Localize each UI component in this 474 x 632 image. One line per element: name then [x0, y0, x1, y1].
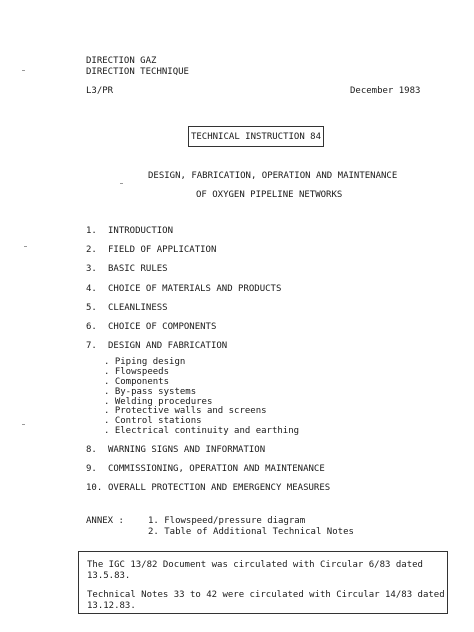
- instruction-title: TECHNICAL INSTRUCTION 84: [190, 131, 322, 142]
- document-date: December 1983: [350, 86, 421, 96]
- toc-number: 9.: [86, 463, 97, 474]
- toc-item: [86, 284, 446, 303]
- toc-number: 6.: [86, 321, 97, 332]
- list-item: . Control stations: [104, 416, 202, 427]
- annex-item: 2. Table of Additional Technical Notes: [148, 526, 354, 537]
- toc-title: COMMISSIONING, OPERATION AND MAINTENANCE: [108, 463, 325, 474]
- toc-item: [86, 464, 446, 483]
- list-item: . Components: [104, 376, 170, 387]
- toc-item: [86, 264, 446, 283]
- toc-number: 8.: [86, 444, 97, 455]
- table-of-contents: [86, 226, 446, 502]
- subtitle-line-1: DESIGN, FABRICATION, OPERATION AND MAINTENANCE: [148, 171, 398, 181]
- annex-item: 1. Flowspeed/pressure diagram: [148, 516, 306, 526]
- toc-title: BASIC RULES: [108, 264, 168, 275]
- toc-title: FIELD OF APPLICATION: [108, 245, 217, 256]
- toc-title: INTRODUCTION: [108, 226, 174, 236]
- toc-number: 1.: [86, 226, 97, 236]
- toc-item: [86, 322, 446, 341]
- instruction-title-box: [188, 126, 324, 147]
- toc-item: [86, 483, 446, 502]
- toc-item: [86, 245, 446, 264]
- toc-number: 3.: [86, 264, 97, 275]
- organization-line-1: DIRECTION GAZ: [86, 56, 157, 66]
- list-item: . Electrical continuity and earthing: [104, 425, 300, 436]
- circulation-note: Technical Notes 33 to 42 were circulated with Circular 14/83 dated: [87, 590, 445, 600]
- toc-title: WARNING SIGNS AND INFORMATION: [108, 444, 266, 455]
- toc-title: CLEANLINESS: [108, 302, 168, 313]
- list-item: . By-pass systems: [104, 386, 197, 397]
- design-subitems-list: [104, 358, 446, 436]
- toc-number: 2.: [86, 245, 97, 256]
- annex-label: ANNEX :: [86, 516, 124, 526]
- toc-title: CHOICE OF MATERIALS AND PRODUCTS: [108, 283, 282, 294]
- toc-title: OVERALL PROTECTION AND EMERGENCY MEASURES: [108, 483, 331, 494]
- circulation-note: The IGC 13/82 Document was circulated with Circular 6/83 dated 13.5.83.: [87, 560, 423, 581]
- toc-title: CHOICE OF COMPONENTS: [108, 321, 217, 332]
- toc-title: DESIGN AND FABRICATION: [108, 341, 228, 352]
- toc-number: 5.: [86, 302, 97, 313]
- list-item: . Flowspeeds: [104, 367, 170, 378]
- list-item: . Protective walls and screens: [104, 406, 267, 417]
- reference-code: L3/PR: [86, 86, 114, 96]
- toc-item: [86, 226, 446, 245]
- subtitle-line-2: OF OXYGEN PIPELINE NETWORKS: [196, 190, 343, 200]
- toc-item: [86, 303, 446, 322]
- toc-number: 10.: [86, 483, 103, 494]
- circulation-note: 13.12.83.: [87, 600, 136, 611]
- toc-number: 4.: [86, 283, 97, 294]
- list-item: . Welding procedures: [104, 396, 213, 407]
- annex-section: [86, 516, 354, 537]
- toc-item: [86, 445, 446, 464]
- list-item: . Piping design: [104, 357, 186, 368]
- toc-number: 7.: [86, 341, 97, 352]
- organization-line-2: DIRECTION TECHNIQUE: [86, 67, 189, 77]
- circulation-notes-box: [78, 551, 448, 614]
